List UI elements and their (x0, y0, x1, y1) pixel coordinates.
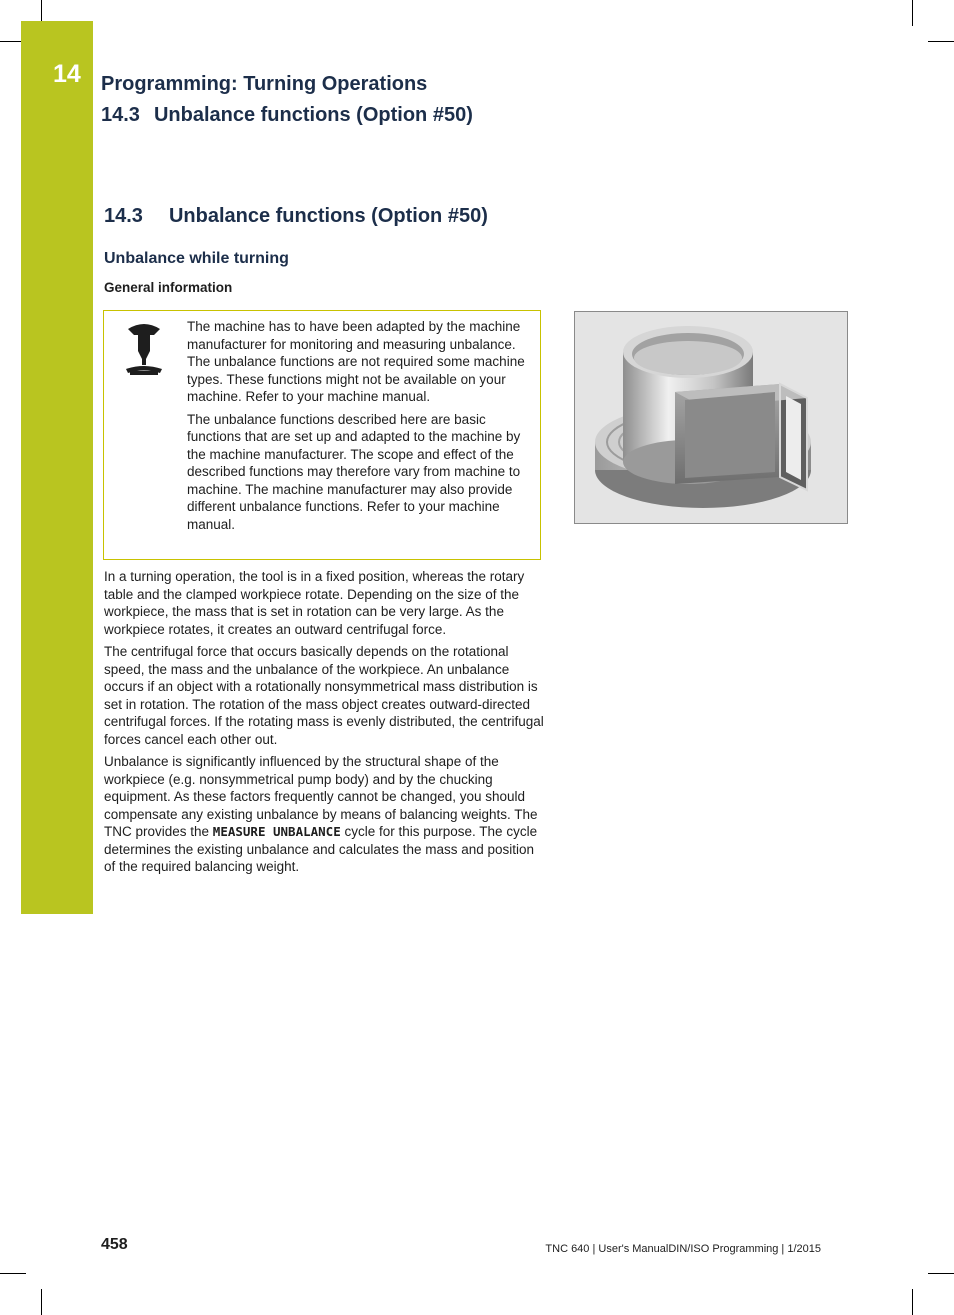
body-paragraph (104, 753, 544, 876)
running-header-section (101, 104, 473, 127)
body-text (104, 568, 544, 881)
section-heading (104, 205, 488, 228)
section-number: 14.3 (104, 205, 143, 227)
footer-text: TNC 640 | User's ManualDIN/ISO Programming | 1/2015 (545, 1243, 821, 1255)
crop-mark (928, 41, 954, 42)
workpiece-figure (574, 311, 848, 524)
crop-mark (912, 0, 913, 26)
section-title: Unbalance functions (Option #50) (168, 205, 488, 227)
machine-note-box (103, 310, 541, 560)
body-paragraph-text: cycle for this purpose. The cycle determines the existing unbalance and calculates the mass and position of the required balancing weight. (104, 824, 538, 874)
crop-mark (928, 1273, 954, 1274)
cycle-name: MEASURE UNBALANCE (212, 824, 341, 839)
machine-icon (124, 321, 164, 377)
pump-body-illustration (575, 312, 847, 523)
page-number: 458 (101, 1236, 128, 1253)
crop-mark (0, 1273, 26, 1274)
body-paragraph-text: Unbalance is significantly influenced by the structural shape of the workpiece (e.g. nonsymmetrical pump body) and by the chucking equipment. As these factors frequently cannot be changed, you should compensate any existing unbalance by means of balancing weights. The TNC provides the (104, 754, 538, 839)
note-paragraph: The machine has to have been adapted by the machine manufacturer for monitoring and measuring unbalance. The unbalance functions are not required some machine types. These functions might not be available on your machine. Refer to your machine manual. (187, 319, 525, 404)
running-header-chapter-title: Programming: Turning Operations (101, 73, 428, 95)
body-paragraph: In a turning operation, the tool is in a fixed position, whereas the rotary table and the clamped workpiece rotate. Depending on the size of the workpiece, the mass that is set in rotation can be very large. As the workpiece rotates, it creates an outward centrifugal force. (104, 569, 525, 637)
running-header-section-title: Unbalance functions (Option #50) (153, 104, 473, 126)
running-header-section-number: 14.3 (101, 104, 140, 126)
chapter-sidebar (21, 21, 93, 914)
subsection-heading: Unbalance while turning (104, 250, 289, 267)
crop-mark (41, 1289, 42, 1315)
body-paragraph: The centrifugal force that occurs basically depends on the rotational speed, the mass and the unbalance of the workpiece. An unbalance occurs if an object with a rotationally nonsymmetrical mass distribution is set in rotation. The rotation of the mass object creates outward-directed centrifugal forces. If the rotating mass is evenly distributed, the centrifugal forces cancel each other out. (104, 644, 544, 747)
crop-mark (912, 1289, 913, 1315)
chapter-number: 14 (53, 60, 81, 88)
subsubsection-heading: General information (104, 280, 233, 295)
note-text (187, 318, 535, 538)
note-paragraph: The unbalance functions described here are basic functions that are set up and adapted to the machine by the machine manufacturer. The scope and effect of the described functions may therefore vary from machine to machine. The machine manufacturer may also provide different unbalance functions. Refer to your machine manual. (187, 411, 521, 532)
